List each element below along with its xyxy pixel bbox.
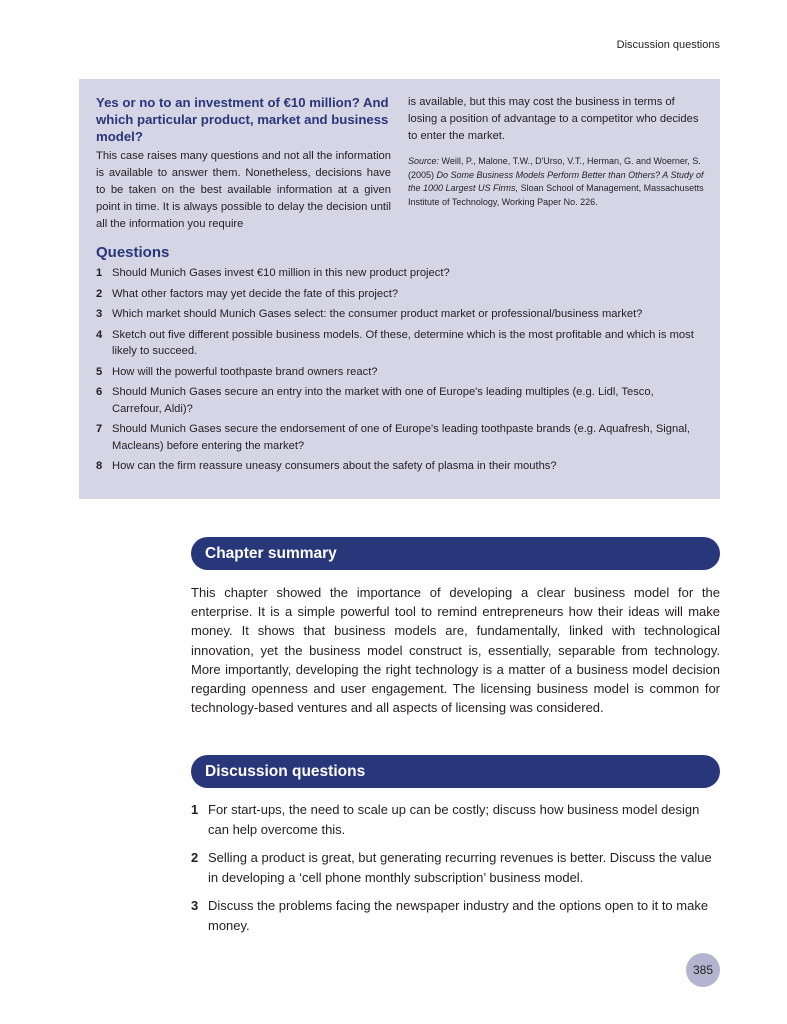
question-text: How will the powerful toothpaste brand owners react? (112, 365, 378, 378)
question-number: 6 (96, 386, 103, 398)
question-item (96, 421, 696, 454)
source-authors: Weill, P., Malone, T.W., D'Urso, V.T., Herman, G. and Woerner, S. (2005) (408, 156, 701, 180)
question-text: Should Munich Gases secure the endorsement of one of Europe's leading toothpaste brands (e.g. Aquafresh, Signal, Macleans) before entering the market? (112, 423, 691, 452)
discussion-question-number: 3 (191, 898, 199, 913)
question-text: Sketch out five different possible business models. Of these, determine which is the most profitable and which is most likely to succeed. (112, 328, 694, 357)
source-title: Do Some Business Models Perform Better than Others? A Study of the 1000 Largest US Firms, (408, 169, 704, 193)
question-text: Should Munich Gases secure an entry into the market with one of Europe's leading multiples (e.g. Lidl, Tesco, Carrefour, Aldi)? (112, 386, 654, 415)
case-heading: Yes or no to an investment of €10 million? And which particular product, market and business model? (96, 95, 389, 144)
question-text: What other factors may yet decide the fate of this project? (112, 287, 399, 300)
question-item (96, 458, 696, 475)
question-number: 2 (96, 287, 103, 300)
question-item (96, 364, 696, 381)
question-item (96, 327, 696, 360)
question-item (96, 306, 696, 323)
discussion-questions-list (191, 800, 720, 944)
case-source (408, 155, 706, 209)
discussion-question-item (191, 848, 720, 887)
discussion-questions-title: Discussion questions (205, 762, 366, 780)
discussion-question-text: Selling a product is great, but generating recurring revenues is better. Discuss the value in developing a ‘cell phone monthly subscription’ business model. (208, 850, 712, 885)
questions-title: Questions (96, 244, 170, 261)
question-text: How can the firm reassure uneasy consumers about the safety of plasma in their mouths? (112, 460, 557, 472)
question-item (96, 265, 696, 282)
questions-list (96, 265, 696, 479)
discussion-question-item (191, 800, 720, 839)
question-number: 1 (96, 267, 103, 279)
question-text: Should Munich Gases invest €10 million in this new product project? (112, 267, 450, 279)
case-body-right: is available, but this may cost the business in terms of losing a position of advantage to a competitor who decides to enter the market. (408, 96, 699, 142)
chapter-summary-title: Chapter summary (205, 544, 337, 562)
question-text: Which market should Munich Gases select: the consumer product market or professional/business market? (112, 308, 643, 320)
discussion-question-number: 1 (191, 802, 199, 817)
case-study-box (79, 79, 720, 499)
discussion-questions-header (191, 755, 720, 788)
question-number: 5 (96, 365, 103, 378)
question-number: 8 (96, 460, 103, 472)
source-publisher: Sloan School of Management, Massachusetts Institute of Technology, Working Paper No. 226. (408, 183, 704, 207)
case-column-right (408, 94, 706, 209)
page-number: 385 (686, 953, 720, 987)
question-number: 4 (96, 328, 103, 341)
chapter-summary-text: This chapter showed the importance of developing a clear business model for the enterprise. It is a simple powerful tool to remind entrepreneurs how their ideas will make money. It shows that business models are, fundamentally, linked with technological innovation, yet the business model construct is, essentially, separable from technology. More importantly, developing the right technology is a matter of a business model decision regarding openness and user engagement. The licensing business model is common for technology-based ventures and all aspects of licensing was considered. (191, 585, 720, 716)
case-body-left: This case raises many questions and not all the information is available to answer them. Nonetheless, decisions have to be taken on the best available information at a given point in time. It is always possible to delay the decision until all the information you require (96, 150, 391, 230)
discussion-question-text: For start-ups, the need to scale up can be costly; discuss how business model design can help overcome this. (208, 802, 700, 837)
discussion-question-item (191, 896, 720, 935)
discussion-question-text: Discuss the problems facing the newspaper industry and the options open to it to make money. (208, 898, 709, 933)
chapter-summary-header (191, 537, 720, 570)
case-column-left (96, 94, 391, 233)
discussion-question-number: 2 (191, 850, 199, 865)
question-number: 7 (96, 423, 103, 435)
question-item (96, 286, 696, 303)
source-label: Source: (408, 156, 440, 166)
question-number: 3 (96, 308, 103, 320)
running-head: Discussion questions (616, 39, 720, 51)
question-item (96, 384, 696, 417)
